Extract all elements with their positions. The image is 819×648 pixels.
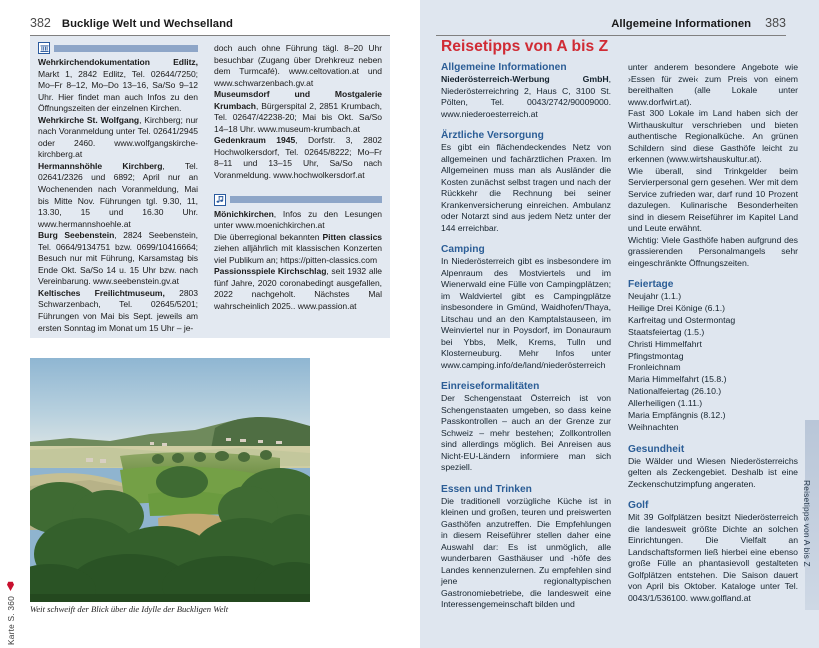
map-pin-icon	[8, 581, 15, 591]
entry-lead: Keltisches Freilichtmuseum,	[38, 287, 165, 298]
info-box-museums	[30, 36, 206, 338]
section-heading-golf: Golf	[628, 500, 649, 512]
left-page-header	[30, 16, 390, 36]
page-number-left: 382	[30, 16, 51, 30]
section-body-health: Die Wälder und Wiesen Niederösterreichs gelten als Zeckengebiet. Deshalb ist eine Zeckenschutzimpfung angeraten.	[628, 455, 798, 489]
section-body-camping: In Niederösterreich gibt es insbesondere im Alpenraum des Mostviertels und im Wienerwald eine Fülle von Campingplätzen; im Waldviertel gibt es Campingplätze insbesondere in Gmünd, Waidhofen/Thaya, Litschau und an den Kamptalstauseen, im Weinviertel nur in Poysdorf, im Donauraum bei Ybbs, Melk, Krems, Tulln und Klosterneuburg. Mehr Infos unter www.camping.info/de/land/niederösterreich	[441, 256, 611, 370]
entry-body: ziehen alljährlich mit klassischen Konzerten viel Publikum an; https://pitten-classics.com	[214, 243, 382, 265]
entry-body: , Kirchberg; nur nach Voranmeldung unter Tel. 02641/2945 oder 2460. www.wolfgangskirche-kirchberg.at	[38, 114, 198, 160]
list-item: Staatsfeiertag (1.5.)	[628, 326, 705, 337]
section-heading-medical: Ärztliche Versorgung	[441, 130, 544, 141]
section-body-general-info	[441, 74, 611, 120]
food-drink-continued-3: Wie überall, sind Trinkgelder beim Servierpersonal gern gesehen. Wer mit dem Service zufrieden war, darf rund 10 Prozent dazulegen. Kulinarische Besonderheiten sind in diesem Reiseführer im Kapitel Land und Leute erwähnt.	[628, 165, 798, 233]
info-box-events-text	[214, 209, 382, 313]
header-rule	[54, 45, 198, 52]
section-body-entry-formalities: Der Schengenstaat Österreich ist von Schengenstaaten umgeben, so dass keine Passkontrollen – auch an der Grenze zur Schweiz – mehr bestehen; Zollkontrollen sind allerdings möglich. Bei Anreisen aus Nicht-EU-Ländern informiere man sich speziell.	[441, 393, 611, 472]
entry-lead: Museumsdorf und Mostgalerie Krumbach	[214, 89, 382, 111]
running-head-right: Allgemeine Informationen	[611, 18, 752, 30]
entry-body: , Dorfstr. 3, 2802 Hochwolkersdorf, Tel. 02645/8222; Mo–Fr 8–11 und 13–15 Uhr, Sa/So nach Voranmeldung. www.hochwolkersdorf.at	[214, 135, 382, 181]
section-heading-general-info: Allgemeine Informationen	[441, 62, 567, 73]
entry-body: doch auch ohne Führung tägl. 8–20 Uhr besuchbar (Zugang über Drehkreuz neben dem Turmcafé). www.celtovation.at und www.schwarzenbach.gv.at	[214, 43, 382, 88]
list-item: Pfingstmontag	[628, 350, 684, 361]
section-body-food-drink: Die traditionell vorzügliche Küche ist in kleinen und großen, teuren und preiswerten Gasthöfen anzutreffen. Die Empfehlungen in diesem Reiseführer stellen daher eine Auswahl dar: Es ist unmöglich, alle wunderbaren Gasthäuser und -höfe des Landes kennenzulernen. Zu empfehlen sind jene regionaltypischen Gastronomiebetriebe, die landesweit eine Interessengemeinschaft bilden und	[441, 495, 611, 609]
right-column-1	[441, 62, 611, 642]
entry-lead: Gedenkraum 1945	[214, 135, 296, 146]
section-heading-holidays: Feiertage	[628, 279, 674, 290]
entry-body: Markt 1, 2842 Edlitz, Tel. 02644/7250; Mo–Fr 8–12, Mo–Do 13–16, Sa/So 9–12 Uhr. Hier findet man auch Infos zu den Öffnungszeiten der einzelnen Kirchen.	[38, 68, 198, 114]
food-drink-continued-4: Wichtig: Viele Gasthöfe haben aufgrund des grassierenden Personalmangels sehr eingeschränkte Öffnungszeiten.	[628, 234, 798, 268]
running-head-left: Bucklige Welt und Wechselland	[61, 18, 234, 30]
landscape-photo	[30, 358, 310, 602]
museum-icon	[38, 42, 50, 54]
info-box-events-header-bar	[214, 194, 382, 206]
right-column-2	[628, 62, 798, 642]
entry-lead: Mönichkirchen	[214, 208, 274, 219]
edge-tab-chapter-label: Reisetipps von A bis Z	[802, 479, 812, 567]
list-item: Heilige Drei Könige (6.1.)	[628, 302, 726, 313]
edge-tab-map-reference	[0, 537, 22, 645]
entry-body: , Infos zu den Lesungen unter www.moenichkirchen.at	[214, 208, 382, 231]
page-number-right: 383	[765, 16, 786, 30]
section-heading-food-drink: Essen und Trinken	[441, 483, 532, 495]
list-item: Nationalfeiertag (26.10.)	[628, 386, 722, 397]
entry-lead: Wehrkirchendokumentation Edlitz,	[38, 57, 198, 67]
entry-body: 2803 Schwarzenbach, Tel. 02645/5201; Führungen von Mai bis Sept. jeweils am ersten Sonntag im Monat um 15 Uhr – je-	[38, 287, 198, 333]
section-body-medical: Es gibt ein flächendeckendes Netz von allgemeinen und fachärztlichen Praxen. Im Allgemeinen muss man als Ausländer die Kosten zunächst selbst tragen und nach der Rückkehr die Rechnung bei seiner Krankenversicherung einreichen. Ambulanz oder Notarzt sind aus jedem Netz unter der 144 erreichbar.	[441, 142, 611, 233]
entry-body: , Tel. 02641/2326 und 6892; April nur an Wochenenden nach Voranmeldung, Mai bis Mitte Nov. Führungen tgl. 9.30, 11, 13.30, 15 und 16.30 Uhr. www.hermannshoehle.at	[38, 160, 198, 229]
entry-body: , seit 1932 alle fünf Jahre, 2020 coronabedingt ausgefallen, 2022 nachgeholt. Nächstes Mal wahrscheinlich 2025.. www.passion.at	[214, 266, 382, 311]
chapter-title: Reisetipps von A bis Z	[441, 38, 609, 55]
section-heading-entry-formalities: Einreiseformalitäten	[441, 381, 540, 392]
entry-lead: Pitten classics	[322, 231, 382, 242]
photo-caption: Weit schweift der Blick über die Idylle der Buckligen Welt	[30, 604, 229, 614]
list-item: Allerheiligen (1.11.)	[628, 398, 703, 409]
list-item: Weihnachten	[628, 421, 679, 432]
entry-lead: Wehrkirche St. Wolfgang	[38, 114, 140, 125]
entry-lead: Hermannshöhle Kirchberg	[38, 160, 163, 171]
entry-body: , Bürgerspital 2, 2851 Krumbach, Tel. 02647/42238-20; Mai bis Okt. Sa/So 14–18 Uhr. www.museum-krumbach.at	[214, 100, 382, 134]
list-item: Maria Empfängnis (8.12.)	[628, 410, 726, 421]
list-item: Christi Himmelfahrt	[628, 338, 702, 349]
entry-lead: Passionsspiele Kirchschlag	[214, 266, 327, 277]
org-details: , Niederösterreichring 2, Haus C, 3100 St. Pölten, Tel. 0043/2742/90009000. www.niederoesterreich.at	[441, 74, 611, 119]
entry-lead: Burg Seebenstein	[38, 230, 115, 241]
food-drink-continued-2: Fast 300 Lokale im Land haben sich der Wirthauskultur verschrieben und bieten authentische Regionalküche. An grünen Schildern sind diese Gasthöfe leicht zu erkennen (www.wirtshauskultur.at).	[628, 108, 798, 164]
info-box-museums-text	[38, 57, 198, 334]
section-heading-health: Gesundheit	[628, 443, 685, 455]
holiday-list	[628, 291, 798, 434]
food-drink-continued-1: unter anderem besondere Angebote wie ›Essen für zwei‹ zum Preis von einem bereithalten (alle Lokale unter www.dorfwirt.at).	[628, 62, 798, 107]
info-box-header-bar	[38, 42, 198, 54]
list-item: Fronleichnam	[628, 362, 681, 373]
right-page	[420, 0, 819, 648]
info-box-museums-continued-text	[214, 43, 382, 182]
info-box-museums-continued	[206, 36, 390, 338]
right-page-columns	[441, 62, 799, 642]
music-icon	[214, 194, 226, 206]
right-page-header	[436, 16, 786, 36]
section-heading-camping: Camping	[441, 244, 485, 255]
section-body-golf: Mit 39 Golfplätzen besitzt Niederösterreich die landesweit größte Dichte an solchen Einrichtungen. Die Vielfalt an Landschaftsformen ließ hierbei eine ebenso große Fülle an phantasievoll gestalteten Golfplätzen entstehen. Die Saison dauert von April bis Oktober. Kataloge unter Tel. 0043/1/536100. www.golfland.at	[628, 512, 798, 603]
list-item: Neujahr (1.1.)	[628, 291, 682, 301]
org-name: Niederösterreich-Werbung GmbH	[441, 74, 609, 84]
edge-tab-label: Karte S. 360	[6, 596, 16, 645]
list-item: Maria Himmelfahrt (15.8.)	[628, 374, 727, 385]
list-item: Karfreitag und Ostermontag	[628, 314, 736, 325]
entry-intro: Die überregional bekannten	[214, 231, 323, 242]
entry-body: , 2824 Seebenstein, Tel. 0664/9134751 bzw. 0699/10416664; Besuch nur mit Führung, Karsamstag bis Ende Okt. Sa/So 14 u. 15 Uhr bzw. nach Vereinbarung. www.seebenstein.gv.at	[38, 230, 198, 287]
header-rule	[230, 196, 382, 203]
